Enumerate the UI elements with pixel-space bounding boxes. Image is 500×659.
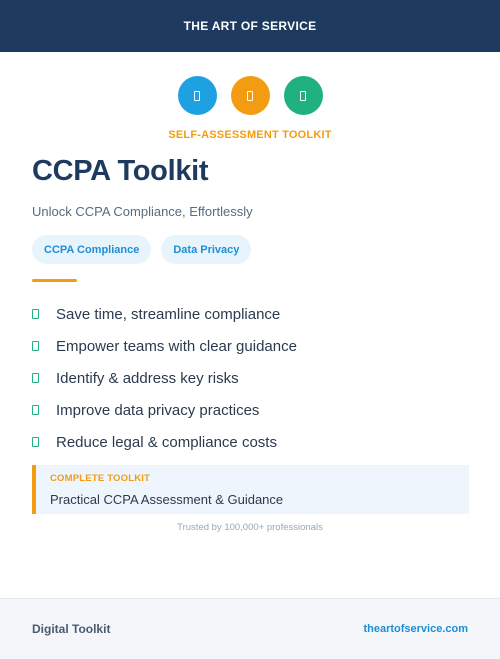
document-icon <box>194 91 200 101</box>
callout-text: Practical CCPA Assessment & Guidance <box>50 492 284 507</box>
check-icon <box>32 373 39 383</box>
feature-item <box>32 426 297 458</box>
feature-list <box>32 298 297 458</box>
feature-text: Empower teams with clear guidance <box>56 337 297 355</box>
accent-divider <box>32 279 77 282</box>
feature-text: Identify & address key risks <box>56 369 239 387</box>
callout-label: COMPLETE TOOLKIT <box>50 473 151 484</box>
feature-text: Reduce legal & compliance costs <box>56 433 277 451</box>
trust-note: Trusted by 100,000+ professionals <box>177 522 323 533</box>
feature-item <box>32 394 297 426</box>
badge-blue <box>178 76 217 115</box>
document-icon <box>247 91 253 101</box>
check-icon <box>32 309 39 319</box>
eyebrow-label: SELF-ASSESSMENT TOOLKIT <box>168 129 332 141</box>
feature-text: Improve data privacy practices <box>56 401 260 419</box>
check-icon <box>32 405 39 415</box>
feature-item <box>32 330 297 362</box>
tag-list <box>32 235 251 264</box>
document-icon <box>300 91 306 101</box>
footer <box>0 598 500 659</box>
top-bar <box>0 0 500 52</box>
feature-text: Save time, streamline compliance <box>56 305 281 323</box>
badge-green <box>284 76 323 115</box>
tag-ccpa-compliance: CCPA Compliance <box>32 235 151 264</box>
badge-row <box>0 76 500 115</box>
toolkit-callout <box>32 465 469 514</box>
check-icon <box>32 437 39 447</box>
feature-item <box>32 362 297 394</box>
tag-data-privacy: Data Privacy <box>161 235 251 264</box>
check-icon <box>32 341 39 351</box>
subtitle: Unlock CCPA Compliance, Effortlessly <box>32 204 253 219</box>
page-title: CCPA Toolkit <box>32 155 209 187</box>
feature-item <box>32 298 297 330</box>
website-link[interactable]: theartofservice.com <box>363 623 468 635</box>
footer-product-type: Digital Toolkit <box>32 622 111 636</box>
badge-orange <box>231 76 270 115</box>
brand-title: THE ART OF SERVICE <box>183 19 317 33</box>
